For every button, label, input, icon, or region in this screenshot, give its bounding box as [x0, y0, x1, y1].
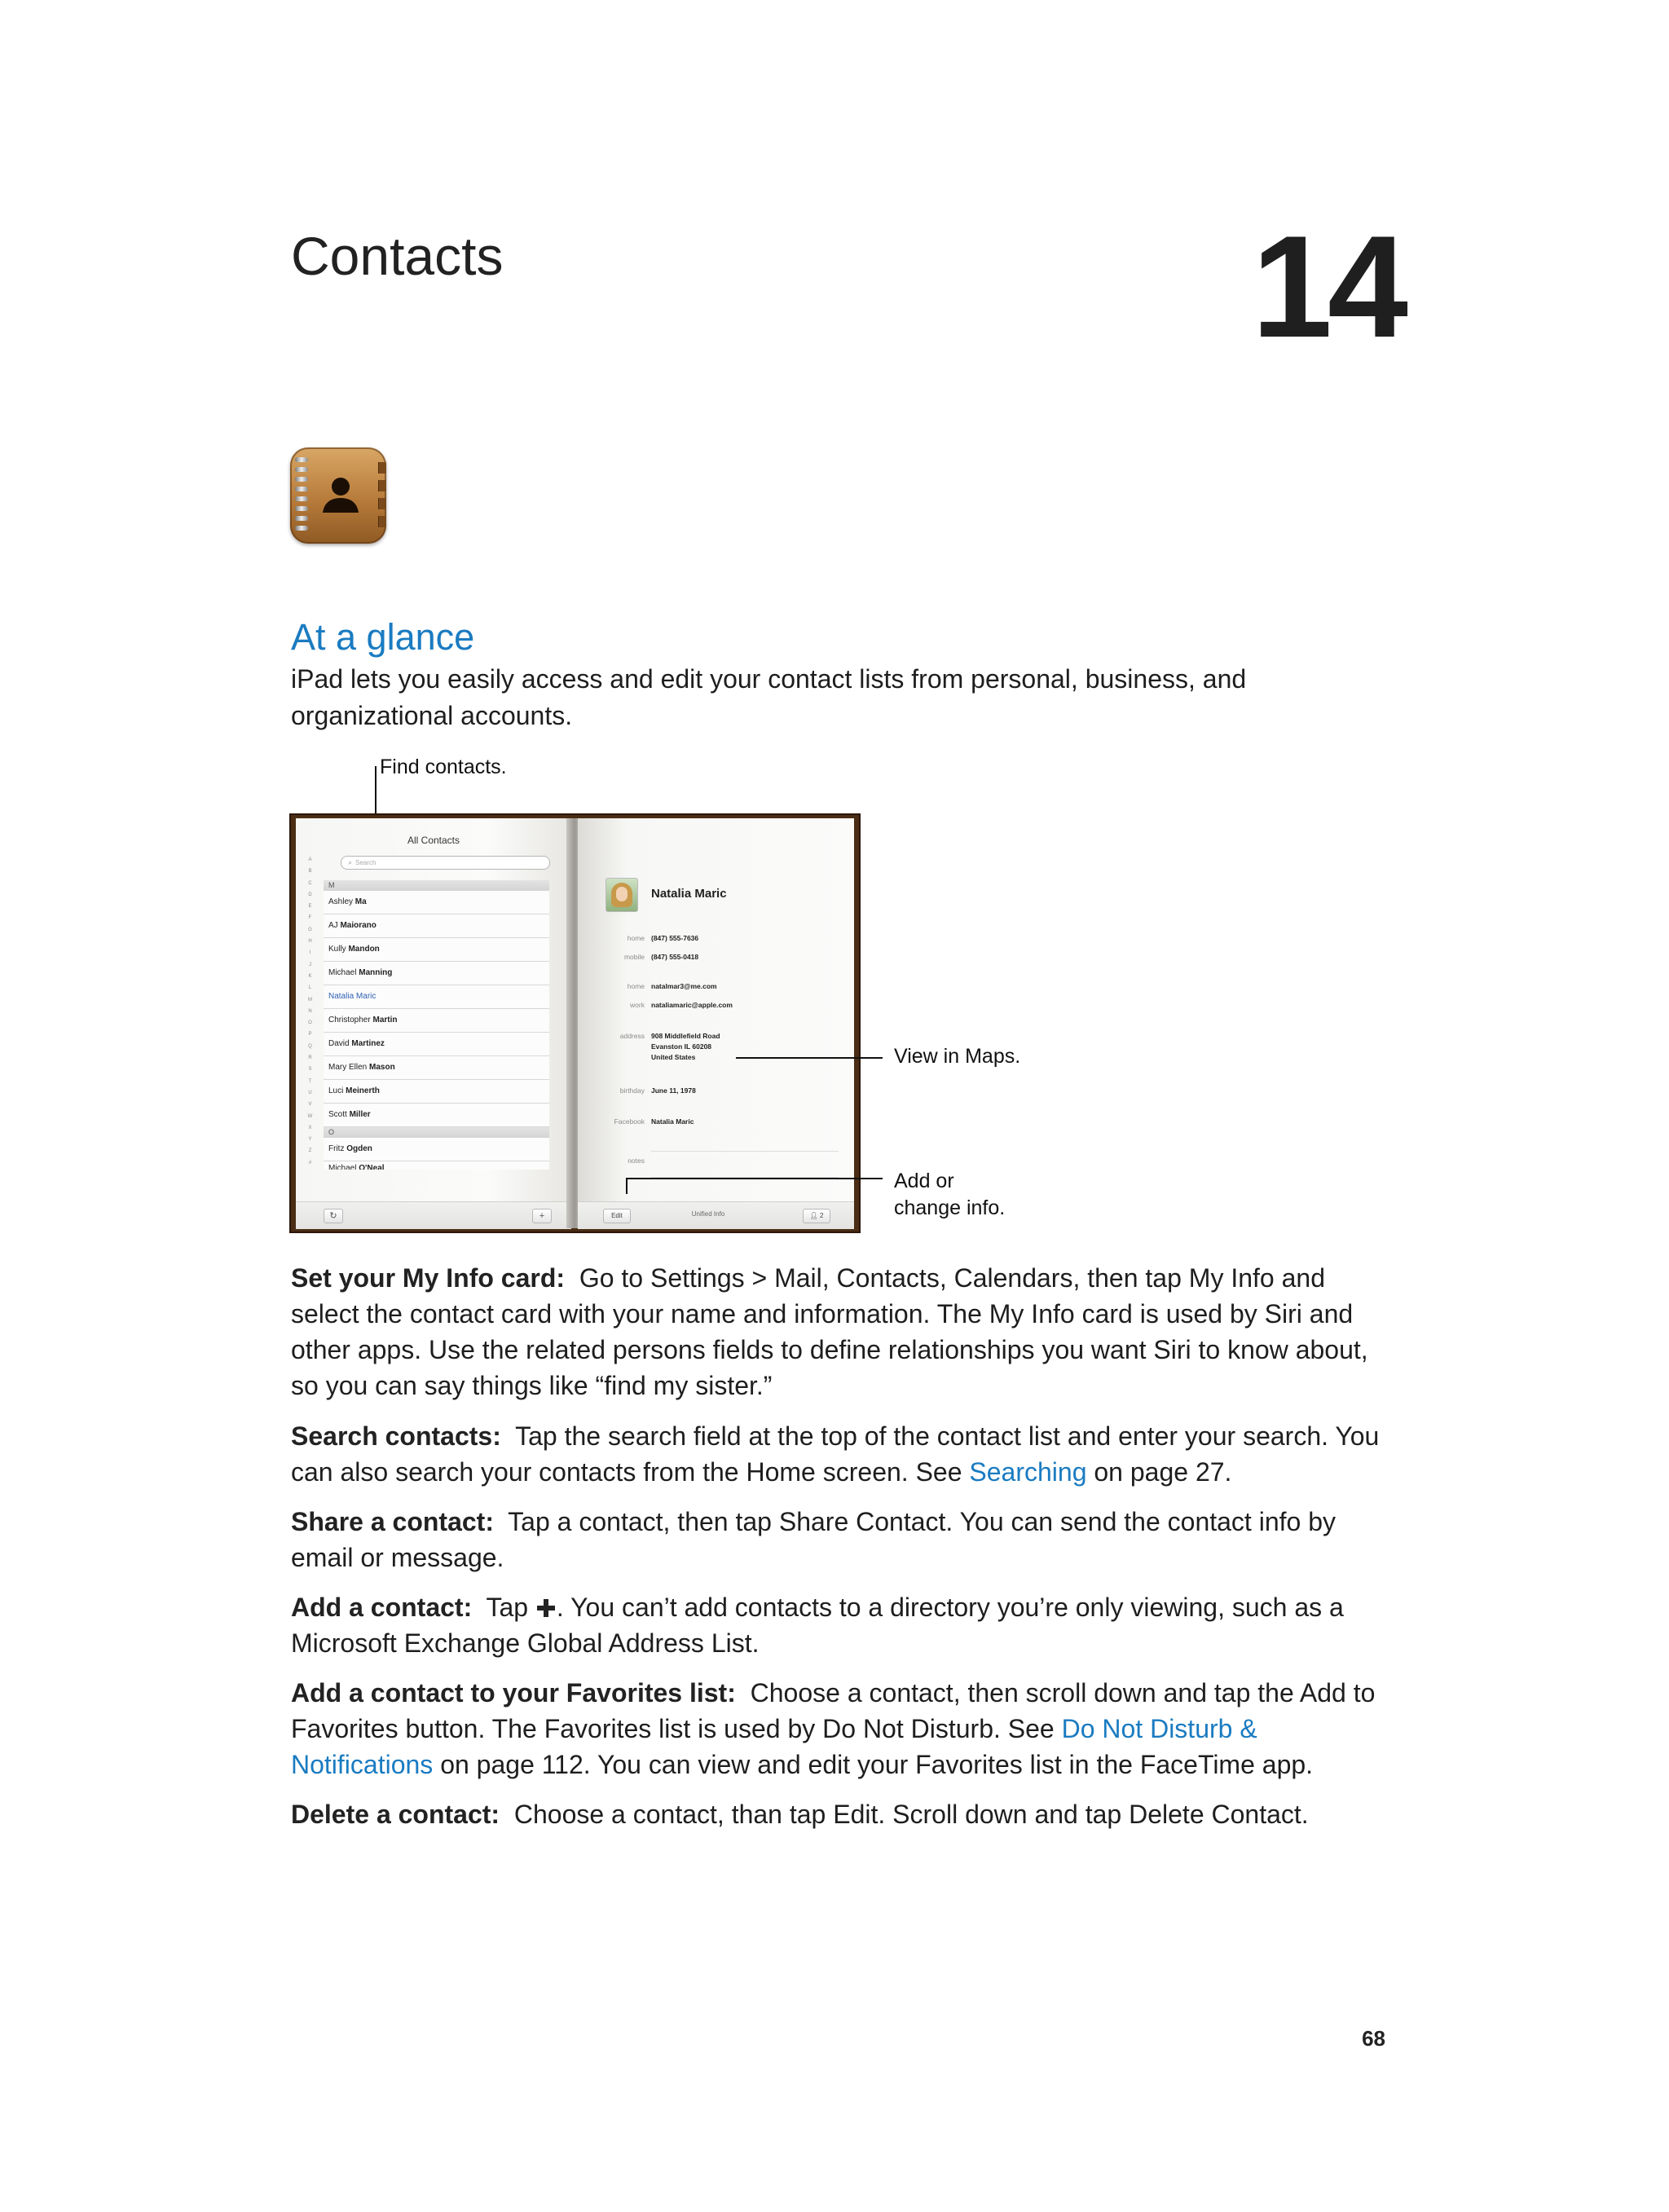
- binder-ring: [295, 496, 308, 501]
- section-header-o: O: [324, 1127, 549, 1138]
- field-label: work: [630, 1001, 645, 1009]
- paragraph-lead: Add a contact to your Favorites list:: [291, 1678, 736, 1707]
- paragraph-text: Tap the search field at the top of the contact list and enter your search. You can also search your contacts from the Home screen. See: [291, 1421, 1380, 1487]
- binder-ring: [295, 457, 308, 462]
- phone-mobile[interactable]: (847) 555-0418: [651, 953, 699, 961]
- section-header-m: M: [324, 880, 549, 891]
- section-intro: iPad lets you easily access and edit your contact lists from personal, business, and organizational accounts.: [291, 664, 1247, 730]
- address-line-2[interactable]: Evanston IL 60208: [651, 1042, 712, 1051]
- field-label: birthday: [619, 1086, 645, 1095]
- contact-first-name: Mary Ellen: [328, 1063, 368, 1072]
- callout-view-in-maps: View in Maps.: [894, 1045, 1021, 1068]
- search-field[interactable]: [341, 856, 550, 870]
- contact-row[interactable]: [324, 1138, 549, 1161]
- email-work[interactable]: nataliamaric@apple.com: [651, 1001, 733, 1009]
- contact-photo: [606, 878, 638, 912]
- callout-line-edit-vertical: [626, 1178, 628, 1194]
- index-letter[interactable]: C: [308, 880, 312, 886]
- index-letter[interactable]: N: [308, 1008, 312, 1014]
- contact-last-name: Martinez: [351, 1039, 385, 1048]
- field-label: home: [627, 934, 645, 942]
- contact-last-name: Miller: [349, 1110, 371, 1119]
- card-toolbar: [578, 1201, 854, 1229]
- field-label: mobile: [623, 953, 645, 961]
- plus-icon: +: [539, 1211, 545, 1221]
- index-letter[interactable]: U: [308, 1090, 312, 1095]
- contact-first-name: Natalia: [328, 992, 354, 1001]
- contact-last-name: Maric: [355, 992, 377, 1001]
- searching-link[interactable]: Searching: [969, 1457, 1087, 1487]
- index-letter[interactable]: J: [309, 962, 311, 967]
- index-letter[interactable]: E: [308, 904, 312, 910]
- paragraph-lead: Delete a contact:: [291, 1800, 500, 1829]
- index-letter[interactable]: Z: [308, 1148, 312, 1154]
- index-letter[interactable]: G: [308, 927, 312, 932]
- index-letter[interactable]: D: [308, 892, 312, 897]
- callout-line-maps: [736, 1057, 883, 1059]
- plus-icon: [535, 1597, 557, 1619]
- index-letter[interactable]: #: [308, 1160, 312, 1165]
- binder-ring: [295, 516, 308, 521]
- contact-row[interactable]: [324, 938, 549, 962]
- contact-row[interactable]: [324, 1080, 549, 1104]
- person-icon: 👤︎: [809, 1212, 818, 1219]
- contact-last-name: Mandon: [348, 945, 380, 954]
- contact-first-name: Ashley: [328, 897, 354, 906]
- contact-name: Natalia Maric: [651, 887, 727, 901]
- binder-ring: [295, 526, 308, 531]
- list-toolbar: [296, 1201, 571, 1229]
- binder-ring: [295, 487, 308, 491]
- refresh-icon: ↻: [329, 1211, 337, 1221]
- index-letter[interactable]: M: [308, 997, 312, 1002]
- callout-find-contacts: Find contacts.: [380, 756, 507, 778]
- paragraph-text: on page 27.: [1086, 1457, 1232, 1487]
- contact-row[interactable]: [324, 1033, 549, 1056]
- contact-row[interactable]: [324, 962, 549, 985]
- facebook-value[interactable]: Natalia Maric: [651, 1117, 694, 1126]
- paragraph-lead: Share a contact:: [291, 1507, 494, 1536]
- paragraph-text: Choose a contact, than tap Edit. Scroll down and tap Delete Contact.: [513, 1800, 1309, 1829]
- contact-last-name: Ma: [354, 897, 367, 906]
- contact-first-name: AJ: [328, 921, 338, 930]
- field-label: Facebook: [614, 1117, 645, 1126]
- field-label: notes: [628, 1157, 645, 1165]
- chapter-title: Contacts: [291, 226, 504, 286]
- unified-info-label: Unified Info: [691, 1210, 725, 1218]
- paragraph-share: [291, 1504, 1383, 1575]
- index-letter[interactable]: X: [308, 1125, 312, 1130]
- index-letter[interactable]: V: [308, 1102, 312, 1108]
- index-letter[interactable]: Q: [308, 1043, 312, 1049]
- contact-first-name: Fritz: [328, 1144, 345, 1153]
- index-letter[interactable]: H: [308, 939, 312, 945]
- index-letter[interactable]: S: [308, 1067, 312, 1073]
- contact-last-name: O'Neal: [359, 1164, 385, 1170]
- contact-last-name: Maiorano: [340, 921, 377, 930]
- contact-row[interactable]: [324, 1009, 549, 1033]
- contacts-app-icon: [290, 447, 386, 544]
- paragraph-my-info: [291, 1260, 1383, 1403]
- contact-first-name: Kully: [328, 945, 346, 954]
- paragraph-text: Tap: [486, 1593, 535, 1622]
- contact-first-name: Michael: [328, 968, 357, 977]
- paragraph-text: on page 112. You can view and edit your Favorites list in the FaceTime app.: [433, 1750, 1314, 1779]
- email-home[interactable]: natalmar3@me.com: [651, 982, 717, 990]
- binder-ring: [295, 506, 308, 511]
- paragraph-lead: Set your My Info card:: [291, 1263, 566, 1293]
- index-tab: [378, 498, 386, 509]
- index-letter[interactable]: P: [308, 1032, 312, 1038]
- paragraph-text: . You can’t add contacts to a directory you’re only viewing, such as a Microsoft Exchange Global Address List.: [291, 1593, 1344, 1658]
- index-letter[interactable]: I: [309, 950, 311, 956]
- index-letter[interactable]: K: [308, 973, 312, 979]
- contact-list-page: [296, 818, 571, 1228]
- index-letter[interactable]: R: [308, 1055, 312, 1061]
- index-letter[interactable]: B: [308, 869, 312, 875]
- index-letter[interactable]: Y: [308, 1137, 312, 1143]
- contact-row[interactable]: [324, 914, 549, 938]
- contact-row[interactable]: [324, 891, 549, 914]
- birthday-value: June 11, 1978: [651, 1086, 696, 1095]
- index-tab: [378, 480, 386, 491]
- index-letter[interactable]: L: [308, 985, 312, 991]
- contact-first-name: Scott: [328, 1110, 347, 1119]
- contact-first-name: Michael: [328, 1164, 357, 1170]
- contacts-screenshot: [291, 815, 859, 1232]
- callout-add-or: Add or: [894, 1170, 954, 1192]
- paragraph-lead: Add a contact:: [291, 1593, 473, 1622]
- contact-row[interactable]: [324, 1161, 549, 1170]
- alphabet-index[interactable]: [306, 854, 315, 1169]
- paragraph-text: Tap a contact, then tap Share Contact. You can send the contact info by email or message.: [291, 1507, 1336, 1572]
- phone-home[interactable]: (847) 555-7636: [651, 934, 699, 942]
- search-icon: ⌕: [348, 858, 353, 866]
- index-letter[interactable]: A: [308, 857, 312, 862]
- field-label: address: [619, 1032, 645, 1040]
- contact-last-name: Ogden: [346, 1144, 372, 1153]
- divider: [651, 1151, 839, 1152]
- chapter-number: 14: [1252, 205, 1403, 368]
- contact-row[interactable]: [324, 1056, 549, 1080]
- contact-last-name: Meinerth: [346, 1086, 380, 1095]
- list-title: All Contacts: [407, 835, 460, 846]
- do-not-disturb-link[interactable]: Do Not Disturb & Notifications: [291, 1714, 1257, 1779]
- section-title: At a glance: [291, 616, 475, 658]
- callout-line-edit-horizontal: [626, 1178, 883, 1179]
- contact-card-page: [578, 818, 854, 1228]
- paragraph-search: [291, 1418, 1383, 1490]
- paragraph-delete: [291, 1796, 1383, 1832]
- callout-change-info: change info.: [894, 1196, 1006, 1219]
- index-letter[interactable]: F: [308, 915, 312, 921]
- index-letter[interactable]: T: [308, 1078, 312, 1084]
- field-label: home: [627, 982, 645, 990]
- person-silhouette-icon: [318, 472, 363, 518]
- contact-first-name: David: [328, 1039, 350, 1048]
- contact-last-name: Manning: [359, 968, 393, 977]
- contact-row[interactable]: [324, 1104, 549, 1127]
- contact-last-name: Mason: [369, 1063, 395, 1072]
- contact-last-name: Martin: [372, 1016, 398, 1024]
- add-contact-button[interactable]: [532, 1209, 552, 1223]
- index-letter[interactable]: W: [307, 1113, 313, 1119]
- contact-list: [324, 880, 549, 1170]
- binder-ring: [295, 477, 308, 482]
- contact-first-name: Luci: [328, 1086, 344, 1095]
- contact-first-name: Christopher: [328, 1016, 371, 1024]
- linked-cards-button[interactable]: [803, 1209, 830, 1223]
- index-tab: [378, 516, 386, 527]
- paragraph-text: Choose a contact, then scroll down and tap the Add to Favorites button. The Favorites list is used by Do Not Disturb. See: [291, 1678, 1376, 1743]
- paragraph-add: [291, 1589, 1383, 1661]
- binder-ring: [295, 467, 308, 472]
- linked-count: 2: [819, 1212, 824, 1219]
- address-line-3[interactable]: United States: [651, 1053, 696, 1061]
- paragraph-text: Go to Settings > Mail, Contacts, Calendars, then tap My Info and select the contact card with your name and information. The My Info card is used by Siri and other apps. Use the related persons fields to define relationships you want Siri to know about, so you can say things like “find my sister.”: [291, 1263, 1368, 1400]
- contact-row[interactable]: [324, 985, 549, 1009]
- page-number: 68: [1362, 2026, 1385, 2051]
- edit-button[interactable]: Edit: [603, 1209, 631, 1223]
- search-placeholder: Search: [355, 859, 377, 866]
- paragraph-lead: Search contacts:: [291, 1421, 501, 1451]
- paragraph-favorites: [291, 1675, 1383, 1782]
- refresh-button[interactable]: [324, 1209, 343, 1223]
- address-line-1[interactable]: 908 Middlefield Road: [651, 1032, 720, 1040]
- index-tab: [378, 462, 386, 474]
- index-letter[interactable]: O: [308, 1020, 312, 1026]
